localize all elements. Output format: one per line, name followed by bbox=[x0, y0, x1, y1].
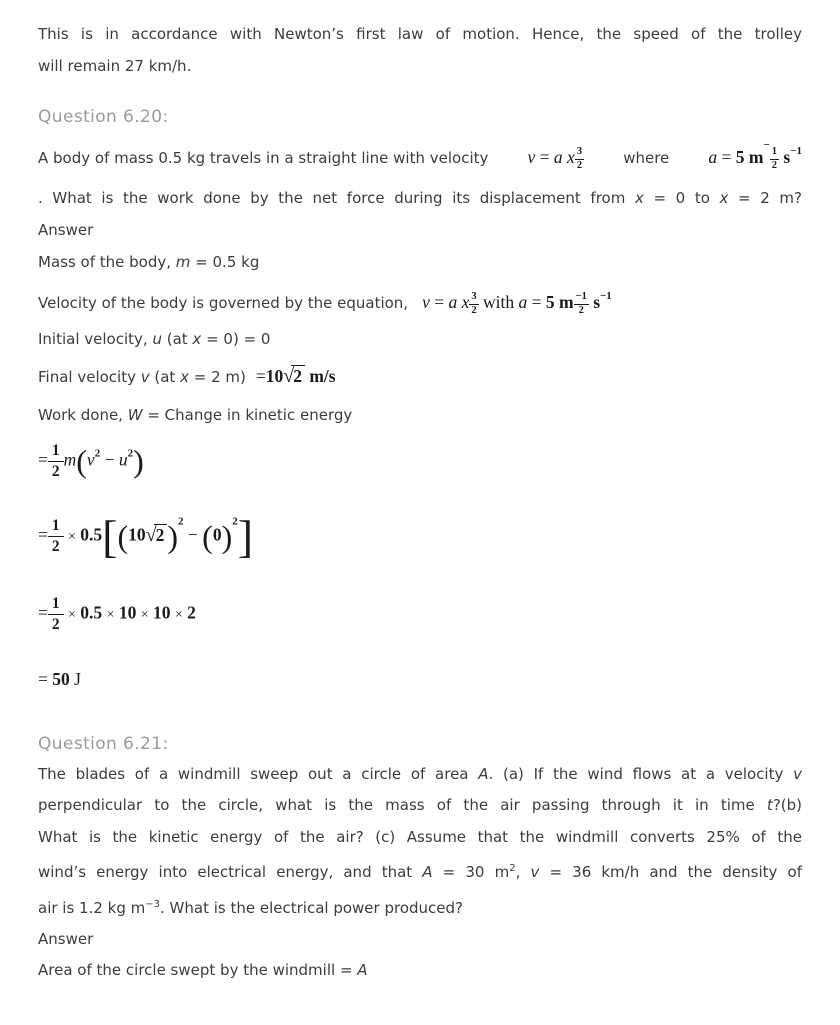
text-run: Work done, bbox=[38, 406, 128, 424]
text-run: = 2 m) bbox=[188, 368, 246, 386]
text-run: Final velocity bbox=[38, 368, 141, 386]
multiply-icon: × bbox=[174, 607, 183, 623]
math-unit: J bbox=[74, 668, 81, 689]
math-number: 10 bbox=[118, 602, 137, 623]
equation-work-product bbox=[38, 594, 802, 635]
text-line bbox=[38, 790, 802, 822]
equation-work-numeric bbox=[38, 511, 802, 563]
fraction-numerator: 1 bbox=[48, 441, 64, 462]
math-operator: − bbox=[187, 525, 198, 545]
fraction-denominator: 2 bbox=[576, 159, 583, 171]
fraction-numerator: 1 bbox=[48, 516, 64, 537]
math-fraction bbox=[48, 594, 64, 635]
text-run: = 0 to bbox=[643, 189, 720, 207]
math-variable: v bbox=[86, 449, 95, 470]
q21-body bbox=[38, 759, 802, 925]
text-run: perpendicular to the circle, what is the mass of the air passing through it in time bbox=[38, 796, 767, 815]
fraction-numerator: 1 bbox=[48, 594, 64, 615]
q20-intro-line bbox=[38, 140, 802, 174]
math-number: 50 bbox=[52, 668, 70, 689]
text-run: = 2 m? bbox=[728, 189, 802, 207]
fraction-denominator: 2 bbox=[51, 615, 60, 633]
math-variable: a bbox=[708, 147, 718, 167]
math-exponent: −1 bbox=[600, 290, 612, 302]
mass-line bbox=[38, 246, 802, 278]
area-line bbox=[38, 955, 802, 986]
text-run: . (a) If the wind flows at a velocity bbox=[488, 764, 794, 783]
math-variable: A bbox=[357, 961, 368, 980]
text-run: = 36 km/h and the density of bbox=[539, 863, 802, 882]
fraction-numerator: 3 bbox=[469, 291, 478, 305]
math-variable: a bbox=[518, 292, 528, 312]
math-operator: = bbox=[38, 602, 48, 623]
math-unit: m/s bbox=[309, 366, 336, 386]
final-velocity-text bbox=[38, 361, 246, 393]
radical-icon: √ bbox=[283, 365, 295, 387]
initial-velocity-line bbox=[38, 323, 802, 355]
math-variable: m bbox=[63, 449, 77, 470]
math-number: 0.5 bbox=[80, 525, 103, 545]
equation-work-kinetic bbox=[38, 441, 802, 482]
text-line bbox=[38, 759, 802, 791]
close-paren: ) bbox=[133, 443, 144, 480]
math-exponent-minus: − bbox=[763, 139, 770, 151]
text-run: = 0) = 0 bbox=[201, 330, 271, 348]
paragraph-trolley bbox=[38, 18, 802, 82]
velocity-text: Velocity of the body is governed by the equation, bbox=[38, 294, 409, 312]
multiply-icon: × bbox=[106, 607, 115, 623]
math-variable: t bbox=[766, 796, 773, 815]
equation-result-50J bbox=[38, 663, 802, 695]
math-exponent: −3 bbox=[145, 898, 161, 910]
math-radicand: 2 bbox=[154, 524, 168, 545]
math-number: 2 bbox=[187, 602, 196, 623]
math-exponent: −1 bbox=[790, 145, 802, 157]
math-number: 0.5 bbox=[80, 602, 103, 623]
math-unit: s bbox=[593, 292, 601, 312]
multiply-icon: × bbox=[68, 530, 76, 545]
answer-label: Answer bbox=[38, 930, 94, 949]
math-exponent-fraction bbox=[770, 146, 779, 172]
text-line: This is in accordance with Newton’s first law of motion. Hence, the speed of the trolley bbox=[38, 25, 802, 43]
work-done-line bbox=[38, 399, 802, 431]
q20-question-line bbox=[38, 182, 802, 214]
math-unit: m bbox=[559, 292, 574, 312]
math-variable: u bbox=[152, 330, 162, 348]
math-variable: x bbox=[634, 189, 644, 207]
text-run: ?(b) bbox=[772, 796, 802, 815]
math-operator: − bbox=[104, 449, 115, 470]
q20-where-word: where bbox=[623, 149, 670, 167]
question-6-21-heading: Question 6.21: bbox=[38, 733, 169, 754]
text-line: What is the kinetic energy of the air? (c) Assume that the windmill converts 25% of the bbox=[38, 827, 802, 846]
q20-intro-text: A body of mass 0.5 kg travels in a straight line with velocity bbox=[38, 149, 489, 167]
math-fraction bbox=[48, 516, 64, 557]
math-variable: x bbox=[461, 292, 470, 312]
text-line bbox=[38, 853, 802, 889]
math-exponent-fraction bbox=[574, 291, 589, 317]
equation-velocity-inline bbox=[528, 146, 585, 172]
fraction-denominator: 2 bbox=[51, 538, 60, 556]
math-variable: x bbox=[719, 189, 729, 207]
close-paren: ) bbox=[221, 518, 233, 555]
text-run: (at bbox=[161, 330, 193, 348]
final-velocity-line bbox=[38, 361, 802, 393]
math-operator: = bbox=[531, 292, 542, 312]
math-variable: x bbox=[567, 147, 575, 167]
math-exponent-fraction bbox=[575, 146, 584, 172]
equation-velocity-with-a bbox=[422, 291, 612, 317]
math-operator: = bbox=[255, 366, 266, 386]
math-operator: = bbox=[38, 449, 48, 470]
math-variable: A bbox=[422, 863, 433, 882]
close-bracket: ] bbox=[237, 511, 254, 563]
open-paren: ( bbox=[76, 443, 87, 480]
math-unit: s bbox=[783, 147, 791, 167]
text-run: Initial velocity, bbox=[38, 330, 153, 348]
math-variable: v bbox=[530, 863, 540, 882]
math-variable: v bbox=[527, 147, 536, 167]
math-radicand: 2 bbox=[291, 365, 305, 386]
multiply-icon: × bbox=[140, 607, 149, 623]
velocity-equation-line bbox=[38, 287, 802, 319]
math-unit: m bbox=[748, 147, 764, 167]
open-bracket: [ bbox=[102, 511, 118, 563]
text-run: = 30 m bbox=[432, 863, 510, 882]
math-variable: W bbox=[127, 406, 143, 424]
multiply-icon: × bbox=[68, 607, 76, 623]
radical-icon: √ bbox=[145, 524, 157, 546]
question-6-20-heading: Question 6.20: bbox=[38, 107, 169, 127]
math-operator: = bbox=[38, 525, 48, 545]
text-run: Area of the circle swept by the windmill = bbox=[38, 961, 358, 980]
math-exponent: 2 bbox=[94, 447, 101, 460]
fraction-denominator: 2 bbox=[471, 304, 477, 316]
math-operator: = bbox=[721, 147, 732, 167]
math-variable: v bbox=[422, 292, 430, 312]
text-run: , bbox=[515, 863, 531, 882]
math-number: 0 bbox=[212, 525, 222, 545]
fraction-denominator: 2 bbox=[771, 159, 777, 171]
text-run: Mass of the body, bbox=[38, 253, 176, 271]
math-variable: a bbox=[553, 147, 563, 167]
text-run: = Change in kinetic energy bbox=[142, 406, 353, 424]
math-variable: v bbox=[793, 764, 802, 783]
text-run: . What is the electrical power produced? bbox=[160, 898, 463, 917]
math-variable: a bbox=[448, 292, 458, 312]
answer-label: Answer bbox=[38, 221, 94, 239]
math-exponent: 2 bbox=[232, 516, 238, 528]
text-run: air is 1.2 kg m bbox=[38, 898, 146, 917]
math-operator: = bbox=[38, 668, 48, 689]
fraction-numerator: 1 bbox=[770, 146, 779, 160]
math-variable: v bbox=[140, 368, 150, 386]
math-exponent-fraction bbox=[469, 291, 478, 317]
text-run: wind’s energy into electrical energy, and that bbox=[38, 863, 423, 882]
text-run: (at bbox=[149, 368, 181, 386]
text-line: will remain 27 km/h. bbox=[38, 57, 192, 75]
math-exponent: 2 bbox=[509, 863, 516, 875]
math-number: 10 bbox=[128, 525, 146, 545]
math-number: 5 bbox=[545, 292, 555, 312]
close-paren: ) bbox=[167, 518, 179, 555]
math-number: 10 bbox=[265, 366, 284, 386]
fraction-numerator: 3 bbox=[575, 146, 584, 160]
equation-acceleration-value bbox=[708, 140, 802, 172]
fraction-denominator: 2 bbox=[51, 463, 60, 481]
math-operator: = bbox=[539, 147, 550, 167]
math-number: 5 bbox=[735, 147, 745, 167]
math-fraction bbox=[48, 441, 64, 482]
math-variable: x bbox=[180, 368, 189, 386]
math-exponent: 2 bbox=[178, 516, 184, 528]
text-run: . What is the work done by the net force during its displacement from bbox=[38, 189, 635, 207]
text-run: The blades of a windmill sweep out a circle of area bbox=[38, 764, 479, 783]
open-paren: ( bbox=[117, 518, 129, 555]
math-variable: A bbox=[478, 764, 489, 783]
equation-final-velocity bbox=[256, 366, 336, 386]
math-variable: m bbox=[175, 253, 191, 271]
math-variable: u bbox=[118, 449, 128, 470]
math-operator: = bbox=[434, 292, 445, 312]
fraction-denominator: 2 bbox=[578, 304, 584, 316]
open-paren: ( bbox=[202, 518, 213, 555]
math-exponent: 2 bbox=[127, 447, 134, 460]
math-number: 10 bbox=[152, 602, 171, 623]
math-variable: x bbox=[192, 330, 202, 348]
text-line bbox=[38, 889, 802, 925]
fraction-numerator: −1 bbox=[574, 291, 589, 305]
text-run: = 0.5 kg bbox=[190, 253, 260, 271]
math-word: with bbox=[483, 292, 515, 312]
